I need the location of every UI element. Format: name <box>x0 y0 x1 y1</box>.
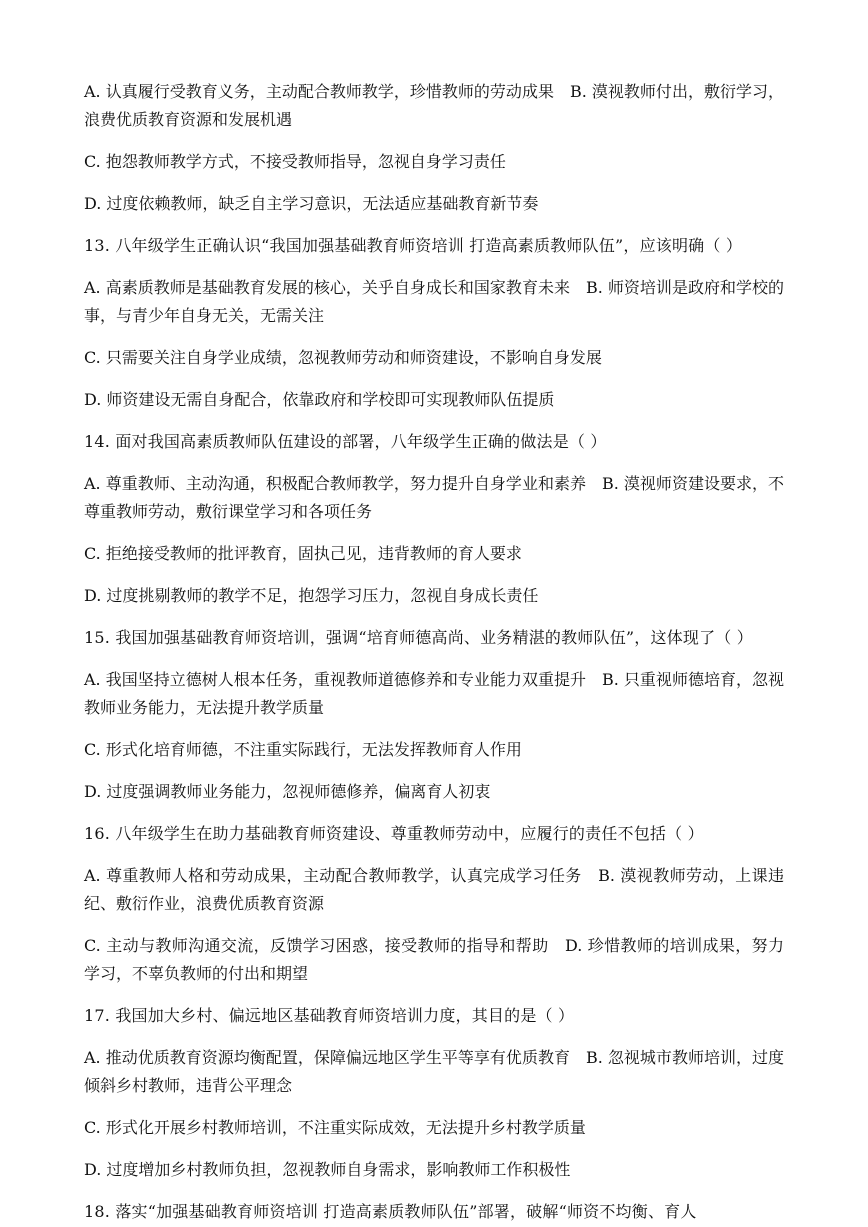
q17-option-d: D. 过度增加乡村教师负担，忽视教师自身需求，影响教师工作积极性 <box>84 1160 571 1179</box>
q16-option-ab: A. 尊重教师人格和劳动成果，主动配合教师教学，认真完成学习任务 B. 漠视教师劳动，上课违纪、敷衍作业，浪费优质教育资源 <box>84 866 784 913</box>
q12-option-ab: A. 认真履行受教育义务，主动配合教师教学，珍惜教师的劳动成果 B. 漠视教师付出，敷衍学习，浪费优质教育资源和发展机遇 <box>84 82 784 129</box>
q16-stem: 16. 八年级学生在助力基础教育师资建设、尊重教师劳动中，应履行的责任不包括（ ） <box>84 824 704 843</box>
q17-stem: 17. 我国加大乡村、偏远地区基础教育师资培训力度，其目的是（ ） <box>84 1006 575 1025</box>
q12-option-d: D. 过度依赖教师，缺乏自主学习意识，无法适应基础教育新节奏 <box>84 194 539 213</box>
q13-option-d: D. 师资建设无需自身配合，依靠政府和学校即可实现教师队伍提质 <box>84 390 555 409</box>
q13-option-ab: A. 高素质教师是基础教育发展的核心，关乎自身成长和国家教育未来 B. 师资培训是政府和学校的事，与青少年自身无关，无需关注 <box>84 278 784 325</box>
q14-option-ab: A. 尊重教师、主动沟通，积极配合教师教学，努力提升自身学业和素养 B. 漠视师资建设要求，不尊重教师劳动，敷衍课堂学习和各项任务 <box>84 474 784 521</box>
q15-stem: 15. 我国加强基础教育师资培训，强调“培育师德高尚、业务精湛的教师队伍”，这体现了（ ） <box>84 628 753 647</box>
q17-option-c: C. 形式化开展乡村教师培训，不注重实际成效，无法提升乡村教学质量 <box>84 1118 586 1137</box>
q14-stem: 14. 面对我国高素质教师队伍建设的部署，八年级学生正确的做法是（ ） <box>84 432 607 451</box>
q16-option-cd: C. 主动与教师沟通交流，反馈学习困惑，接受教师的指导和帮助 D. 珍惜教师的培训成果，努力学习，不辜负教师的付出和期望 <box>84 936 784 983</box>
q15-option-d: D. 过度强调教师业务能力，忽视师德修养，偏离育人初衷 <box>84 782 491 801</box>
q17-option-ab: A. 推动优质教育资源均衡配置，保障偏远地区学生平等享有优质教育 B. 忽视城市教师培训，过度倾斜乡村教师，违背公平理念 <box>84 1048 784 1095</box>
q15-option-ab: A. 我国坚持立德树人根本任务，重视教师道德修养和专业能力双重提升 B. 只重视师德培育，忽视教师业务能力，无法提升教学质量 <box>84 670 784 717</box>
q13-option-c: C. 只需要关注自身学业成绩，忽视教师劳动和师资建设，不影响自身发展 <box>84 348 602 367</box>
q12-option-c: C. 抱怨教师教学方式，不接受教师指导，忽视自身学习责任 <box>84 152 506 171</box>
q18-stem: 18. 落实“加强基础教育师资培训 打造高素质教师队伍”部署，破解“师资不均衡、育人 <box>84 1202 697 1221</box>
q14-option-d: D. 过度挑剔教师的教学不足，抱怨学习压力，忽视自身成长责任 <box>84 586 539 605</box>
q14-option-c: C. 拒绝接受教师的批评教育，固执己见，违背教师的育人要求 <box>84 544 522 563</box>
q15-option-c: C. 形式化培育师德，不注重实际践行，无法发挥教师育人作用 <box>84 740 522 759</box>
q13-stem: 13. 八年级学生正确认识“我国加强基础教育师资培训 打造高素质教师队伍”，应该明确（ ） <box>84 236 743 255</box>
